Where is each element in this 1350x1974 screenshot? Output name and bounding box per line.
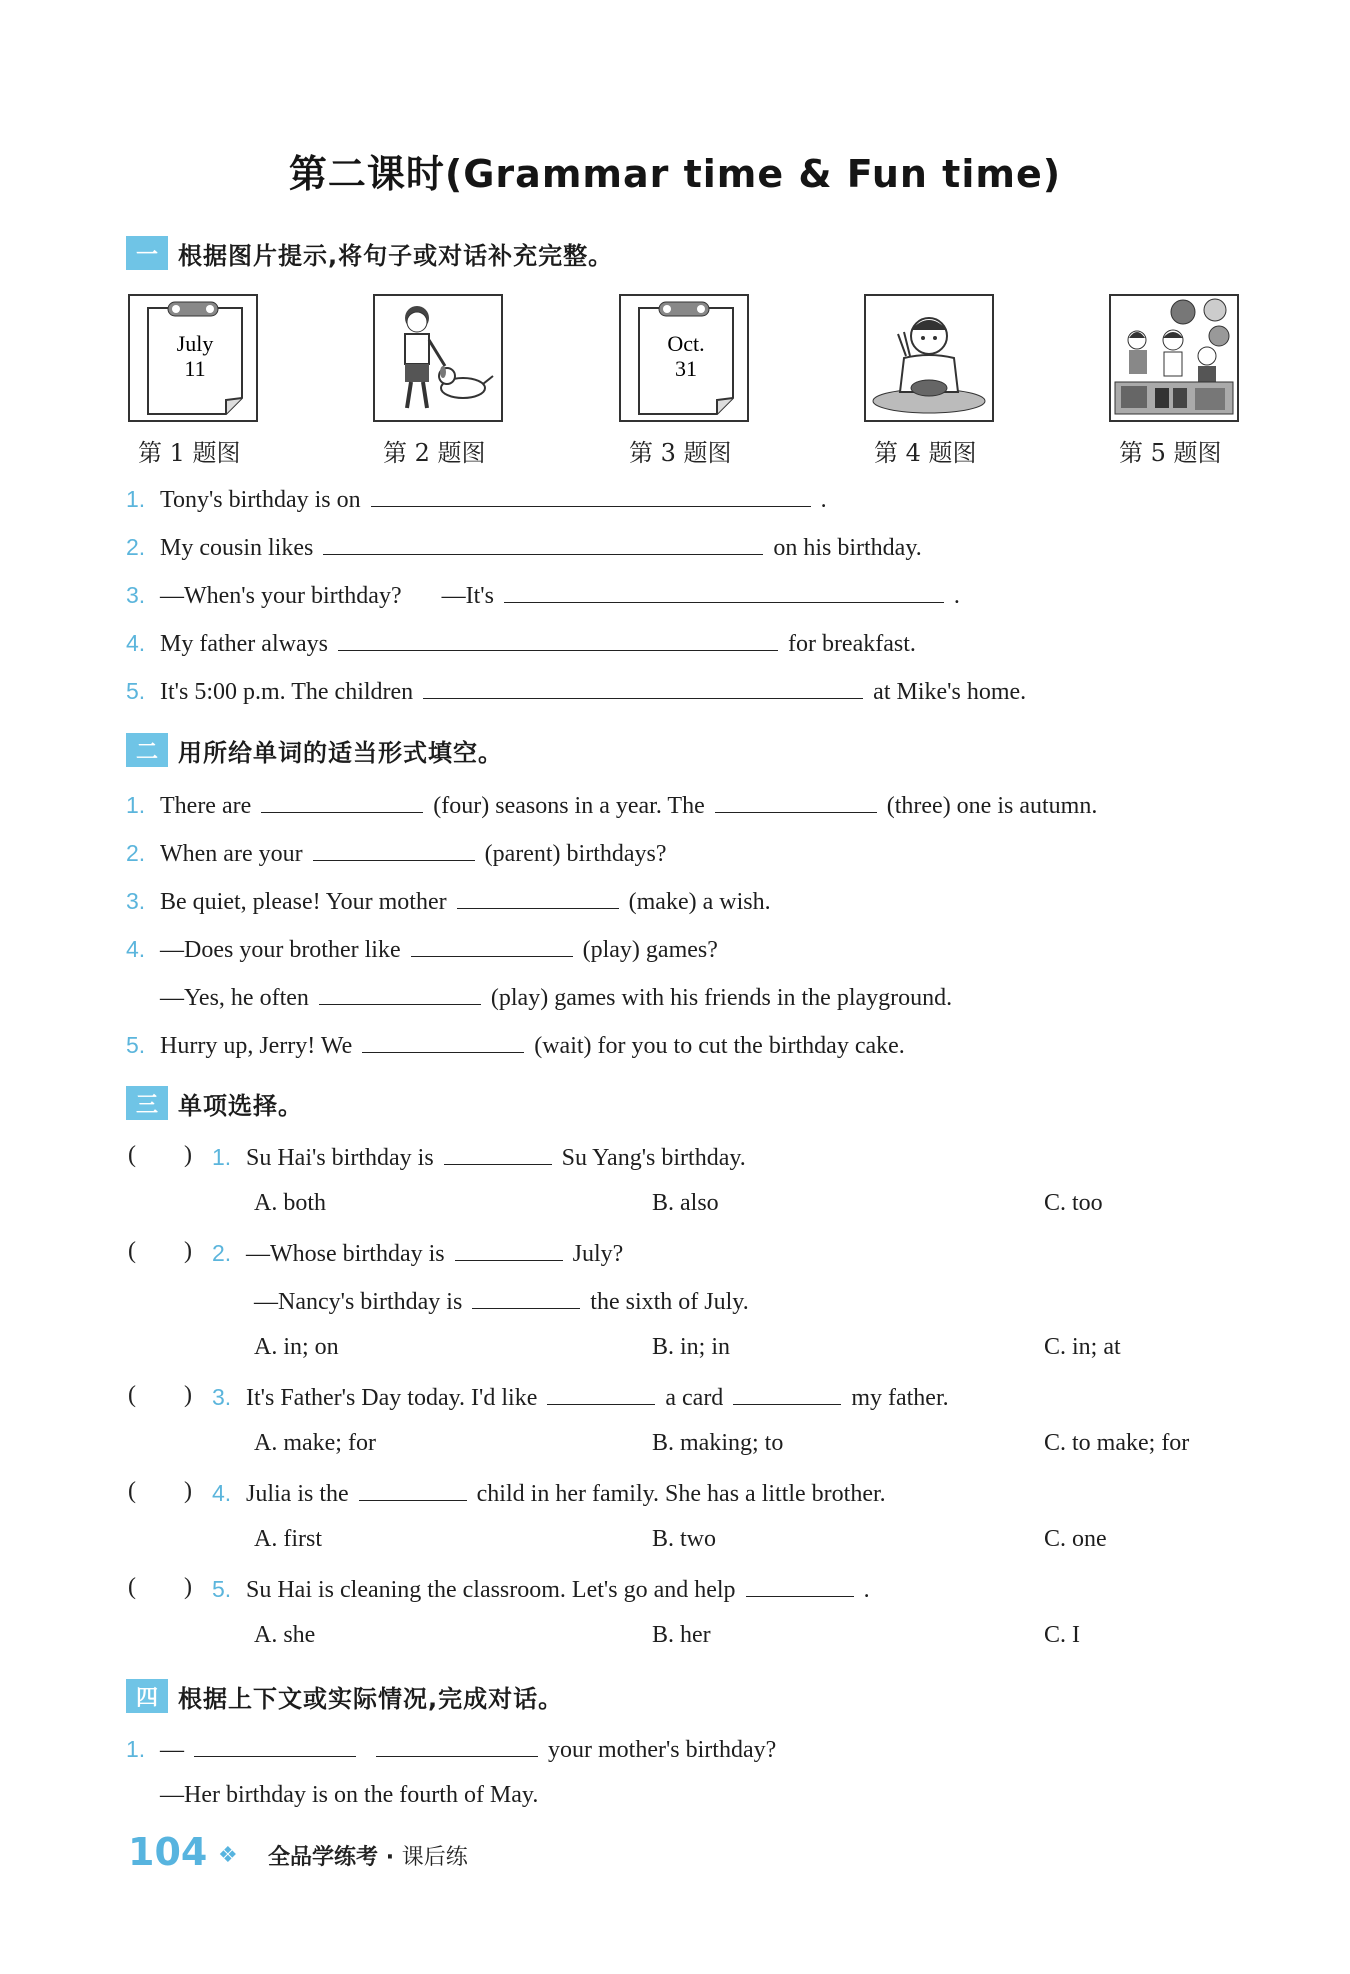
calendar-3-day: 31 xyxy=(675,356,697,381)
answer-paren[interactable]: ( ) xyxy=(128,1574,192,1600)
question-number: 1. xyxy=(126,486,146,512)
question-text: a card xyxy=(665,1385,724,1411)
picture-2-caption: 第 2 题图 xyxy=(383,439,486,467)
s2-question-3 xyxy=(126,886,771,916)
question-text: at Mike's home. xyxy=(873,679,1027,705)
option-b[interactable]: B. her xyxy=(652,1622,711,1648)
answer-blank[interactable] xyxy=(362,1030,524,1053)
s2-question-5 xyxy=(126,1030,905,1060)
question-text: Be quiet, please! Your mother xyxy=(160,889,447,915)
question-text: There are xyxy=(160,793,252,819)
brand-dot: · xyxy=(385,1845,395,1870)
question-text: Tony's birthday is on xyxy=(160,487,361,513)
question-text: Su Yang's birthday. xyxy=(561,1145,746,1171)
question-text: — xyxy=(160,1737,184,1763)
section-4-badge: 四 xyxy=(126,1679,168,1713)
answer-blank xyxy=(472,1286,580,1309)
answer-blank[interactable] xyxy=(194,1734,356,1757)
page-title: 第二课时(Grammar time & Fun time) xyxy=(288,152,1062,196)
question-text: —It's xyxy=(441,583,494,609)
question-text: your mother's birthday? xyxy=(548,1737,777,1763)
question-text: on his birthday. xyxy=(773,535,922,561)
s4-question-1 xyxy=(126,1734,776,1764)
page-number: 104 xyxy=(128,1830,208,1874)
section-2-heading xyxy=(126,730,503,770)
answer-blank[interactable] xyxy=(376,1734,538,1757)
calendar-1-month: July xyxy=(176,331,214,356)
section-3-instruction: 单项选择。 xyxy=(178,1091,303,1120)
option-b[interactable]: B. two xyxy=(652,1526,717,1552)
option-a[interactable]: A. both xyxy=(254,1190,326,1216)
answer-blank[interactable] xyxy=(319,982,481,1005)
question-number: 3. xyxy=(126,582,146,608)
answer-blank[interactable] xyxy=(338,628,778,651)
answer-blank xyxy=(455,1238,563,1261)
section-2-badge: 二 xyxy=(126,733,168,767)
section-4-instruction: 根据上下文或实际情况,完成对话。 xyxy=(178,1684,564,1713)
calendar-picture-1 xyxy=(128,294,258,422)
picture-5-caption: 第 5 题图 xyxy=(1119,439,1222,467)
answer-paren[interactable]: ( ) xyxy=(128,1238,192,1264)
question-text: —Yes, he often xyxy=(160,985,309,1011)
question-number: 4. xyxy=(126,630,146,656)
boy-eating-noodles-picture xyxy=(864,294,994,422)
calendar-3-month: Oct. xyxy=(667,331,705,356)
footer-brand xyxy=(268,1840,468,1871)
option-c[interactable]: C. I xyxy=(1044,1622,1080,1648)
question-number: 2. xyxy=(212,1240,232,1266)
question-text: . xyxy=(863,1577,870,1603)
option-b[interactable]: B. making; to xyxy=(652,1430,784,1456)
question-text: —Nancy's birthday is xyxy=(254,1289,463,1315)
answer-blank[interactable] xyxy=(323,532,763,555)
question-number: 3. xyxy=(212,1384,232,1410)
s1-question-4 xyxy=(126,628,916,658)
section-1-instruction: 根据图片提示,将句子或对话补充完整。 xyxy=(178,241,614,270)
answer-blank[interactable] xyxy=(411,934,573,957)
option-c[interactable]: C. in; at xyxy=(1044,1334,1121,1360)
option-b[interactable]: B. also xyxy=(652,1190,719,1216)
section-1-heading xyxy=(126,233,613,273)
question-text: (four) seasons in a year. The xyxy=(433,793,705,819)
answer-blank[interactable] xyxy=(457,886,619,909)
question-text: the sixth of July. xyxy=(590,1289,749,1315)
question-number: 5. xyxy=(126,1032,146,1058)
question-text: my father. xyxy=(851,1385,949,1411)
answer-blank xyxy=(547,1382,655,1405)
answer-blank[interactable] xyxy=(371,484,811,507)
question-number: 3. xyxy=(126,888,146,914)
question-text: (make) a wish. xyxy=(628,889,771,915)
option-a[interactable]: A. first xyxy=(254,1526,322,1552)
question-text: child in her family. She has a little brother. xyxy=(476,1481,886,1507)
s3-question-1 xyxy=(212,1142,746,1172)
question-text: (play) games? xyxy=(582,937,718,963)
s2-question-4 xyxy=(126,934,718,964)
s1-question-2 xyxy=(126,532,922,562)
s4-question-1-reply xyxy=(160,1782,538,1809)
s3-question-4 xyxy=(212,1478,886,1508)
question-text: —Whose birthday is xyxy=(246,1241,445,1267)
option-b[interactable]: B. in; in xyxy=(652,1334,731,1360)
diamond-icon: ❖ xyxy=(218,1842,238,1867)
answer-paren[interactable]: ( ) xyxy=(128,1382,192,1408)
question-text: (parent) birthdays? xyxy=(484,841,667,867)
answer-blank[interactable] xyxy=(313,838,475,861)
question-number: 1. xyxy=(126,792,146,818)
boy-with-dog-picture xyxy=(373,294,503,422)
question-text: Su Hai's birthday is xyxy=(246,1145,434,1171)
question-text: —Does your brother like xyxy=(160,937,401,963)
answer-blank xyxy=(733,1382,841,1405)
option-a[interactable]: A. make; for xyxy=(254,1430,376,1456)
s1-question-1 xyxy=(126,484,827,514)
question-text: Su Hai is cleaning the classroom. Let's go and help xyxy=(246,1577,736,1603)
birthday-party-picture xyxy=(1109,294,1239,422)
answer-blank[interactable] xyxy=(504,580,944,603)
brand-subtitle: 课后练 xyxy=(401,1845,468,1870)
question-text: Hurry up, Jerry! We xyxy=(160,1033,353,1059)
answer-blank[interactable] xyxy=(261,790,423,813)
s3-question-2 xyxy=(212,1238,623,1268)
question-number: 2. xyxy=(126,840,146,866)
s2-question-1 xyxy=(126,790,1097,820)
question-text: (three) one is autumn. xyxy=(886,793,1098,819)
answer-blank xyxy=(444,1142,552,1165)
s2-question-2 xyxy=(126,838,667,868)
answer-blank xyxy=(746,1574,854,1597)
question-number: 1. xyxy=(212,1144,232,1170)
picture-3-caption: 第 3 题图 xyxy=(629,439,732,467)
option-c[interactable]: C. one xyxy=(1044,1526,1107,1552)
question-number: 5. xyxy=(212,1576,232,1602)
question-text: (play) games with his friends in the playground. xyxy=(490,985,953,1011)
question-text: July? xyxy=(572,1241,624,1267)
s3-question-5 xyxy=(212,1574,870,1604)
question-number: 5. xyxy=(126,678,146,704)
section-3-heading xyxy=(126,1083,303,1123)
option-c[interactable]: C. too xyxy=(1044,1190,1103,1216)
section-3-badge: 三 xyxy=(126,1086,168,1120)
question-text: . xyxy=(953,583,960,609)
answer-paren[interactable]: ( ) xyxy=(128,1478,192,1504)
answer-blank[interactable] xyxy=(715,790,877,813)
question-number: 1. xyxy=(126,1736,146,1762)
question-text: Julia is the xyxy=(246,1481,349,1507)
picture-1-caption: 第 1 题图 xyxy=(138,439,241,467)
s3-question-2-reply xyxy=(254,1286,749,1316)
question-text: —When's your birthday? xyxy=(160,583,402,609)
question-text: My cousin likes xyxy=(160,535,314,561)
s1-question-5 xyxy=(126,676,1026,706)
question-text: It's 5:00 p.m. The children xyxy=(160,679,414,705)
section-4-heading xyxy=(126,1676,563,1716)
question-text: My father always xyxy=(160,631,328,657)
section-1-badge: 一 xyxy=(126,236,168,270)
brand-name: 全品学练考 xyxy=(268,1845,379,1870)
calendar-1-day: 11 xyxy=(184,356,206,381)
question-text: —Her birthday is on the fourth of May. xyxy=(160,1782,539,1808)
section-2-instruction: 用所给单词的适当形式填空。 xyxy=(178,738,503,767)
option-a[interactable]: A. in; on xyxy=(254,1334,339,1360)
question-number: 4. xyxy=(212,1480,232,1506)
s2-question-4-reply xyxy=(160,982,952,1012)
question-text: It's Father's Day today. I'd like xyxy=(246,1385,538,1411)
question-number: 2. xyxy=(126,534,146,560)
answer-paren[interactable]: ( ) xyxy=(128,1142,192,1168)
s3-question-3 xyxy=(212,1382,949,1412)
s1-question-3 xyxy=(126,580,960,610)
option-a[interactable]: A. she xyxy=(254,1622,316,1648)
question-text: (wait) for you to cut the birthday cake. xyxy=(534,1033,905,1059)
question-text: When are your xyxy=(160,841,303,867)
answer-blank[interactable] xyxy=(423,676,863,699)
question-text: for breakfast. xyxy=(787,631,916,657)
question-text: . xyxy=(820,487,827,513)
calendar-picture-3 xyxy=(619,294,749,422)
answer-blank xyxy=(359,1478,467,1501)
picture-4-caption: 第 4 题图 xyxy=(874,439,977,467)
question-number: 4. xyxy=(126,936,146,962)
option-c[interactable]: C. to make; for xyxy=(1044,1430,1190,1456)
